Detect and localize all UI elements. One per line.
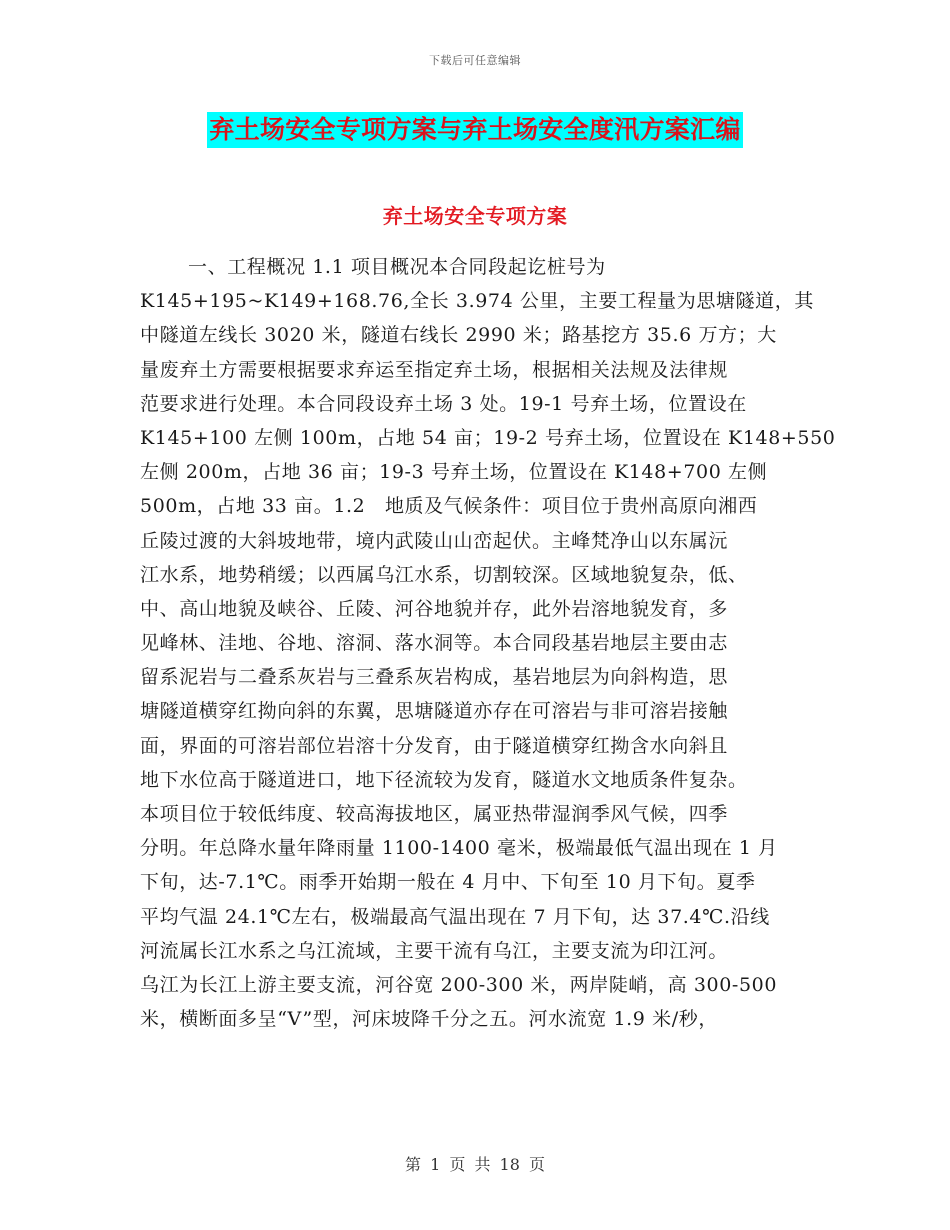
- section-title: 弃土场安全专项方案: [382, 204, 568, 228]
- body-line: 500m，占地 33 亩。1.2 地质及气候条件：项目位于贵州高原向湘西: [140, 495, 758, 518]
- body-line: 地下水位高于隧道进口，地下径流较为发育，隧道水文地质条件复杂。: [140, 768, 748, 791]
- body-line: 中、高山地貌及峡谷、丘陵、河谷地貌并存，此外岩溶地貌发育，多: [140, 597, 729, 620]
- document-title-container: [0, 112, 950, 148]
- body-line: 中隧道左线长 3020 米，隧道右线长 2990 米；路基挖方 35.6 万方；大: [140, 324, 777, 347]
- body-line: 左侧 200m，占地 36 亩；19-3 号弃土场，位置设在 K148+700 左侧: [140, 461, 768, 484]
- body-line: 河流属长江水系之乌江流域，主要干流有乌江，主要支流为印江河。: [140, 939, 729, 962]
- body-line: 平均气温 24.1℃左右，极端最高气温出现在 7 月下旬，达 37.4℃.沿线: [140, 905, 770, 928]
- body-line: 面，界面的可溶岩部位岩溶十分发育，由于隧道横穿红拗含水向斜且: [140, 734, 729, 757]
- body-line: 塘隧道横穿红拗向斜的东翼，思塘隧道亦存在可溶岩与非可溶岩接触: [140, 700, 729, 723]
- body-line: 留系泥岩与二叠系灰岩与三叠系灰岩构成，基岩地层为向斜构造，思: [140, 666, 729, 689]
- body-line: 分明。年总降水量年降雨量 1100-1400 毫米，极端最低气温出现在 1 月: [140, 837, 778, 860]
- body-line: K145+100 左侧 100m，占地 54 亩；19-2 号弃土场，位置设在 K148+550: [140, 426, 836, 449]
- body-line: K145+195~K149+168.76,全长 3.974 公里，主要工程量为思塘隧道，其: [140, 290, 814, 313]
- body-line: 米，横断面多呈“V”型，河床坡降千分之五。河水流宽 1.9 米/秒，: [140, 1008, 718, 1031]
- body-line: 范要求进行处理。本合同段设弃土场 3 处。19-1 号弃土场，位置设在: [140, 392, 747, 415]
- body-line: 乌江为长江上游主要支流，河谷宽 200-300 米，两岸陡峭，高 300-500: [140, 973, 778, 996]
- body-line: 见峰林、洼地、谷地、溶洞、落水洞等。本合同段基岩地层主要由志: [140, 632, 729, 655]
- body-line: 量废弃土方需要根据要求弃运至指定弃土场，根据相关法规及法律规: [140, 358, 729, 381]
- page-number-footer: 第 1 页 共 18 页: [405, 1155, 545, 1174]
- body-line: 丘陵过渡的大斜坡地带，境内武陵山山峦起伏。主峰梵净山以东属沅: [140, 529, 729, 552]
- body-line: 江水系，地势稍缓；以西属乌江水系，切割较深。区域地貌复杂，低、: [140, 563, 748, 586]
- page-header-note: 下载后可任意编辑: [429, 54, 521, 67]
- document-body: [140, 250, 836, 1036]
- body-line: 下旬，达-7.1℃。雨季开始期一般在 4 月中、下旬至 10 月下旬。夏季: [140, 871, 756, 894]
- body-line: 本项目位于较低纬度、较高海拔地区，属亚热带湿润季风气候，四季: [140, 803, 729, 825]
- document-title: 弃土场安全专项方案与弃土场安全度汛方案汇编: [207, 112, 742, 148]
- body-line: 一、工程概况 1.1 项目概况本合同段起讫桩号为: [188, 256, 606, 278]
